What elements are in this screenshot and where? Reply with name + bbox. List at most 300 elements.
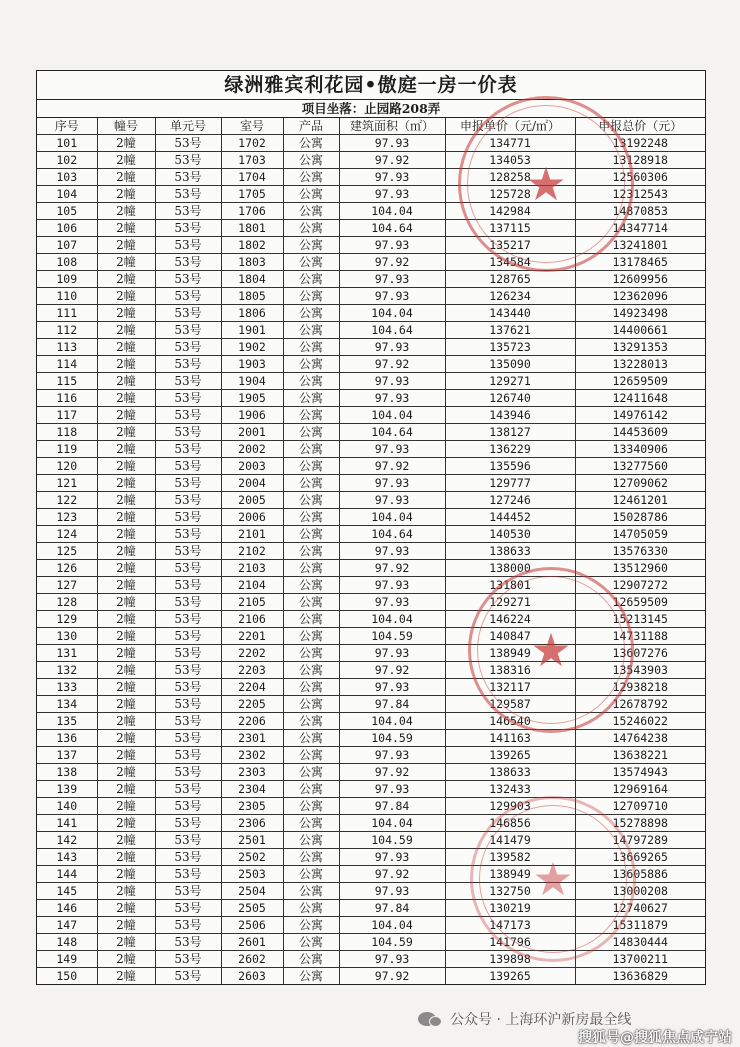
cell-building: 2幢: [97, 832, 155, 849]
cell-total-price: 13128918: [575, 152, 705, 169]
cell-total-price: 13178465: [575, 254, 705, 271]
cell-total-price: 13636829: [575, 968, 705, 985]
cell-room: 1705: [221, 186, 283, 203]
cell-product: 公寓: [283, 832, 339, 849]
table-row: [37, 492, 705, 509]
cell-room: 2105: [221, 594, 283, 611]
cell-total-price: 12659509: [575, 594, 705, 611]
cell-unit: 53号: [155, 713, 221, 730]
cell-seq: 143: [37, 849, 97, 866]
cell-total-price: 13228013: [575, 356, 705, 373]
cell-product: 公寓: [283, 271, 339, 288]
cell-total-price: 12678792: [575, 696, 705, 713]
cell-building: 2幢: [97, 407, 155, 424]
cell-seq: 121: [37, 475, 97, 492]
watermark-footer: [0, 1005, 740, 1046]
cell-unit-price: 141163: [445, 730, 575, 747]
table-row: [37, 747, 705, 764]
cell-building: 2幢: [97, 679, 155, 696]
cell-total-price: 13291353: [575, 339, 705, 356]
cell-total-price: 12411648: [575, 390, 705, 407]
cell-total-price: 12609956: [575, 271, 705, 288]
cell-unit: 53号: [155, 951, 221, 968]
cell-product: 公寓: [283, 679, 339, 696]
cell-seq: 111: [37, 305, 97, 322]
cell-unit-price: 129271: [445, 594, 575, 611]
cell-building: 2幢: [97, 747, 155, 764]
cell-building: 2幢: [97, 713, 155, 730]
cell-building: 2幢: [97, 152, 155, 169]
table-row: [37, 662, 705, 679]
cell-total-price: 12969164: [575, 781, 705, 798]
cell-building: 2幢: [97, 543, 155, 560]
cell-building: 2幢: [97, 611, 155, 628]
table-row: [37, 764, 705, 781]
cell-area: 97.93: [339, 288, 445, 305]
cell-room: 2602: [221, 951, 283, 968]
cell-total-price: 14764238: [575, 730, 705, 747]
cell-unit: 53号: [155, 645, 221, 662]
table-row: [37, 526, 705, 543]
cell-area: 104.59: [339, 730, 445, 747]
table-row: [37, 305, 705, 322]
col-header-unit: 单元号: [155, 118, 221, 135]
cell-unit-price: 126234: [445, 288, 575, 305]
cell-building: 2幢: [97, 475, 155, 492]
cell-unit-price: 129271: [445, 373, 575, 390]
cell-seq: 124: [37, 526, 97, 543]
cell-product: 公寓: [283, 934, 339, 951]
cell-unit-price: 139582: [445, 849, 575, 866]
cell-building: 2幢: [97, 441, 155, 458]
cell-product: 公寓: [283, 781, 339, 798]
cell-seq: 146: [37, 900, 97, 917]
cell-seq: 148: [37, 934, 97, 951]
cell-unit-price: 126740: [445, 390, 575, 407]
cell-seq: 105: [37, 203, 97, 220]
cell-unit-price: 128765: [445, 271, 575, 288]
cell-total-price: 15246022: [575, 713, 705, 730]
cell-product: 公寓: [283, 169, 339, 186]
cell-room: 2503: [221, 866, 283, 883]
seal-star-icon: ★: [532, 852, 574, 906]
cell-room: 2505: [221, 900, 283, 917]
cell-unit: 53号: [155, 254, 221, 271]
cell-total-price: 14705059: [575, 526, 705, 543]
cell-unit-price: 135596: [445, 458, 575, 475]
cell-total-price: 13607276: [575, 645, 705, 662]
table-row: [37, 509, 705, 526]
cell-product: 公寓: [283, 424, 339, 441]
cell-total-price: 13241801: [575, 237, 705, 254]
cell-area: 97.93: [339, 747, 445, 764]
cell-seq: 136: [37, 730, 97, 747]
cell-product: 公寓: [283, 186, 339, 203]
cell-area: 104.64: [339, 322, 445, 339]
cell-seq: 123: [37, 509, 97, 526]
cell-product: 公寓: [283, 407, 339, 424]
cell-total-price: 12560306: [575, 169, 705, 186]
col-header-room: 室号: [221, 118, 283, 135]
cell-room: 2001: [221, 424, 283, 441]
table-row: [37, 832, 705, 849]
cell-room: 2101: [221, 526, 283, 543]
cell-room: 2201: [221, 628, 283, 645]
cell-unit-price: 131801: [445, 577, 575, 594]
cell-area: 104.04: [339, 917, 445, 934]
cell-building: 2幢: [97, 866, 155, 883]
cell-building: 2幢: [97, 305, 155, 322]
cell-area: 97.93: [339, 883, 445, 900]
cell-seq: 118: [37, 424, 97, 441]
cell-unit-price: 138949: [445, 866, 575, 883]
cell-room: 2502: [221, 849, 283, 866]
cell-unit: 53号: [155, 135, 221, 152]
cell-unit: 53号: [155, 271, 221, 288]
cell-building: 2幢: [97, 951, 155, 968]
cell-building: 2幢: [97, 322, 155, 339]
cell-unit-price: 134584: [445, 254, 575, 271]
cell-unit: 53号: [155, 288, 221, 305]
cell-area: 97.92: [339, 458, 445, 475]
cell-total-price: 15213145: [575, 611, 705, 628]
cell-unit-price: 138633: [445, 764, 575, 781]
seal-star-icon: ★: [530, 623, 572, 677]
cell-seq: 138: [37, 764, 97, 781]
wechat-icon: [418, 1012, 436, 1026]
table-row: [37, 458, 705, 475]
cell-seq: 117: [37, 407, 97, 424]
cell-product: 公寓: [283, 577, 339, 594]
cell-product: 公寓: [283, 458, 339, 475]
cell-seq: 103: [37, 169, 97, 186]
table-row: [37, 237, 705, 254]
cell-room: 1804: [221, 271, 283, 288]
cell-room: 2206: [221, 713, 283, 730]
cell-area: 97.84: [339, 900, 445, 917]
cell-unit: 53号: [155, 356, 221, 373]
col-header-building: 幢号: [97, 118, 155, 135]
cell-unit: 53号: [155, 730, 221, 747]
cell-unit: 53号: [155, 322, 221, 339]
cell-unit-price: 129587: [445, 696, 575, 713]
cell-area: 97.93: [339, 475, 445, 492]
cell-unit-price: 129777: [445, 475, 575, 492]
cell-building: 2幢: [97, 934, 155, 951]
cell-area: 97.93: [339, 679, 445, 696]
cell-room: 2603: [221, 968, 283, 985]
cell-unit: 53号: [155, 441, 221, 458]
cell-total-price: 13638221: [575, 747, 705, 764]
cell-seq: 112: [37, 322, 97, 339]
cell-seq: 142: [37, 832, 97, 849]
col-header-product: 产品: [283, 118, 339, 135]
table-row: [37, 628, 705, 645]
cell-unit-price: 138127: [445, 424, 575, 441]
cell-building: 2幢: [97, 696, 155, 713]
cell-seq: 137: [37, 747, 97, 764]
cell-room: 2302: [221, 747, 283, 764]
cell-unit-price: 147173: [445, 917, 575, 934]
price-table: [37, 118, 705, 984]
cell-seq: 116: [37, 390, 97, 407]
wechat-account-text: 公众号 · 上海环沪新房最全线: [450, 1012, 632, 1028]
cell-unit: 53号: [155, 305, 221, 322]
cell-room: 2006: [221, 509, 283, 526]
cell-product: 公寓: [283, 203, 339, 220]
cell-unit: 53号: [155, 492, 221, 509]
cell-area: 104.04: [339, 815, 445, 832]
cell-area: 97.92: [339, 152, 445, 169]
cell-product: 公寓: [283, 288, 339, 305]
cell-room: 2205: [221, 696, 283, 713]
cell-building: 2幢: [97, 288, 155, 305]
cell-seq: 149: [37, 951, 97, 968]
cell-room: 2203: [221, 662, 283, 679]
cell-unit-price: 138000: [445, 560, 575, 577]
cell-unit: 53号: [155, 339, 221, 356]
cell-area: 97.93: [339, 169, 445, 186]
cell-product: 公寓: [283, 917, 339, 934]
cell-area: 104.64: [339, 424, 445, 441]
cell-unit-price: 139265: [445, 747, 575, 764]
cell-total-price: 13277560: [575, 458, 705, 475]
cell-seq: 135: [37, 713, 97, 730]
cell-product: 公寓: [283, 305, 339, 322]
cell-unit: 53号: [155, 458, 221, 475]
cell-room: 1802: [221, 237, 283, 254]
cell-unit-price: 132117: [445, 679, 575, 696]
cell-room: 1906: [221, 407, 283, 424]
cell-building: 2幢: [97, 237, 155, 254]
table-row: [37, 560, 705, 577]
cell-total-price: 13512960: [575, 560, 705, 577]
cell-product: 公寓: [283, 390, 339, 407]
col-header-unit-price: 申报单价（元/㎡）: [445, 118, 575, 135]
cell-unit-price: 137621: [445, 322, 575, 339]
cell-unit: 53号: [155, 407, 221, 424]
cell-room: 2104: [221, 577, 283, 594]
cell-seq: 108: [37, 254, 97, 271]
cell-unit: 53号: [155, 594, 221, 611]
cell-seq: 141: [37, 815, 97, 832]
cell-seq: 150: [37, 968, 97, 985]
cell-product: 公寓: [283, 373, 339, 390]
cell-total-price: 14731188: [575, 628, 705, 645]
cell-total-price: 13192248: [575, 135, 705, 152]
cell-building: 2幢: [97, 526, 155, 543]
cell-room: 1904: [221, 373, 283, 390]
cell-building: 2幢: [97, 764, 155, 781]
cell-total-price: 12312543: [575, 186, 705, 203]
table-row: [37, 577, 705, 594]
cell-building: 2幢: [97, 339, 155, 356]
cell-total-price: 13576330: [575, 543, 705, 560]
table-row: [37, 815, 705, 832]
cell-seq: 128: [37, 594, 97, 611]
table-row: [37, 917, 705, 934]
cell-building: 2幢: [97, 900, 155, 917]
cell-building: 2幢: [97, 628, 155, 645]
cell-unit: 53号: [155, 169, 221, 186]
table-row: [37, 135, 705, 152]
cell-unit: 53号: [155, 781, 221, 798]
cell-product: 公寓: [283, 135, 339, 152]
table-row: [37, 169, 705, 186]
cell-building: 2幢: [97, 781, 155, 798]
sohu-watermark: 搜狐号@搜狐焦点咸宁站: [578, 1030, 732, 1046]
cell-unit-price: 141479: [445, 832, 575, 849]
table-row: [37, 390, 705, 407]
cell-building: 2幢: [97, 492, 155, 509]
cell-total-price: 15311879: [575, 917, 705, 934]
table-row: [37, 203, 705, 220]
cell-room: 1901: [221, 322, 283, 339]
seal-star-icon: ★: [525, 157, 567, 211]
cell-room: 2303: [221, 764, 283, 781]
table-row: [37, 288, 705, 305]
cell-room: 1903: [221, 356, 283, 373]
cell-area: 97.92: [339, 560, 445, 577]
cell-room: 2102: [221, 543, 283, 560]
table-row: [37, 679, 705, 696]
cell-room: 1905: [221, 390, 283, 407]
cell-unit-price: 140847: [445, 628, 575, 645]
col-header-area: 建筑面积（㎡）: [339, 118, 445, 135]
table-row: [37, 951, 705, 968]
cell-total-price: 13605886: [575, 866, 705, 883]
cell-room: 2501: [221, 832, 283, 849]
cell-room: 1702: [221, 135, 283, 152]
table-row: [37, 696, 705, 713]
cell-unit: 53号: [155, 815, 221, 832]
cell-building: 2幢: [97, 577, 155, 594]
cell-building: 2幢: [97, 594, 155, 611]
cell-area: 97.93: [339, 543, 445, 560]
cell-unit: 53号: [155, 696, 221, 713]
cell-area: 97.93: [339, 492, 445, 509]
cell-unit: 53号: [155, 764, 221, 781]
cell-product: 公寓: [283, 611, 339, 628]
cell-area: 104.64: [339, 526, 445, 543]
cell-product: 公寓: [283, 322, 339, 339]
cell-total-price: 13700211: [575, 951, 705, 968]
cell-building: 2幢: [97, 373, 155, 390]
table-row: [37, 883, 705, 900]
col-header-seq: 序号: [37, 118, 97, 135]
cell-total-price: 13543903: [575, 662, 705, 679]
cell-room: 2304: [221, 781, 283, 798]
cell-seq: 107: [37, 237, 97, 254]
cell-area: 97.93: [339, 594, 445, 611]
cell-room: 1803: [221, 254, 283, 271]
table-header-row: [37, 118, 705, 135]
cell-seq: 125: [37, 543, 97, 560]
cell-building: 2幢: [97, 135, 155, 152]
cell-area: 97.93: [339, 951, 445, 968]
cell-area: 97.93: [339, 645, 445, 662]
cell-unit: 53号: [155, 509, 221, 526]
table-row: [37, 781, 705, 798]
cell-area: 104.04: [339, 713, 445, 730]
cell-unit: 53号: [155, 883, 221, 900]
cell-product: 公寓: [283, 152, 339, 169]
cell-unit-price: 135217: [445, 237, 575, 254]
cell-seq: 115: [37, 373, 97, 390]
table-row: [37, 713, 705, 730]
table-row: [37, 152, 705, 169]
cell-seq: 101: [37, 135, 97, 152]
cell-total-price: 13000208: [575, 883, 705, 900]
cell-unit: 53号: [155, 968, 221, 985]
cell-product: 公寓: [283, 662, 339, 679]
cell-area: 97.93: [339, 849, 445, 866]
cell-product: 公寓: [283, 883, 339, 900]
cell-building: 2幢: [97, 849, 155, 866]
cell-area: 97.93: [339, 781, 445, 798]
cell-product: 公寓: [283, 747, 339, 764]
cell-seq: 144: [37, 866, 97, 883]
table-row: [37, 424, 705, 441]
cell-unit: 53号: [155, 186, 221, 203]
cell-unit: 53号: [155, 900, 221, 917]
cell-total-price: 12740627: [575, 900, 705, 917]
cell-area: 97.92: [339, 968, 445, 985]
table-row: [37, 339, 705, 356]
table-row: [37, 322, 705, 339]
col-header-total-price: 申报总价（元）: [575, 118, 705, 135]
cell-room: 2301: [221, 730, 283, 747]
cell-seq: 131: [37, 645, 97, 662]
cell-building: 2幢: [97, 424, 155, 441]
cell-product: 公寓: [283, 254, 339, 271]
cell-unit-price: 138316: [445, 662, 575, 679]
cell-unit: 53号: [155, 237, 221, 254]
cell-unit: 53号: [155, 917, 221, 934]
cell-unit-price: 128258: [445, 169, 575, 186]
cell-seq: 132: [37, 662, 97, 679]
cell-area: 97.92: [339, 866, 445, 883]
cell-seq: 134: [37, 696, 97, 713]
cell-area: 104.64: [339, 220, 445, 237]
cell-area: 97.84: [339, 696, 445, 713]
cell-product: 公寓: [283, 356, 339, 373]
cell-unit: 53号: [155, 866, 221, 883]
cell-unit-price: 139898: [445, 951, 575, 968]
cell-room: 1806: [221, 305, 283, 322]
cell-unit-price: 135090: [445, 356, 575, 373]
cell-total-price: 13669265: [575, 849, 705, 866]
cell-seq: 114: [37, 356, 97, 373]
cell-seq: 133: [37, 679, 97, 696]
cell-building: 2幢: [97, 254, 155, 271]
cell-building: 2幢: [97, 662, 155, 679]
cell-room: 2202: [221, 645, 283, 662]
table-row: [37, 356, 705, 373]
cell-total-price: 12659509: [575, 373, 705, 390]
cell-unit-price: 146224: [445, 611, 575, 628]
cell-room: 2204: [221, 679, 283, 696]
sheet-title: 绿洲雅宾利花园•傲庭一房一价表: [37, 71, 705, 100]
cell-room: 2306: [221, 815, 283, 832]
cell-room: 2003: [221, 458, 283, 475]
table-row: [37, 594, 705, 611]
cell-total-price: 14453609: [575, 424, 705, 441]
cell-total-price: 14976142: [575, 407, 705, 424]
cell-unit-price: 140530: [445, 526, 575, 543]
cell-building: 2幢: [97, 645, 155, 662]
cell-seq: 113: [37, 339, 97, 356]
